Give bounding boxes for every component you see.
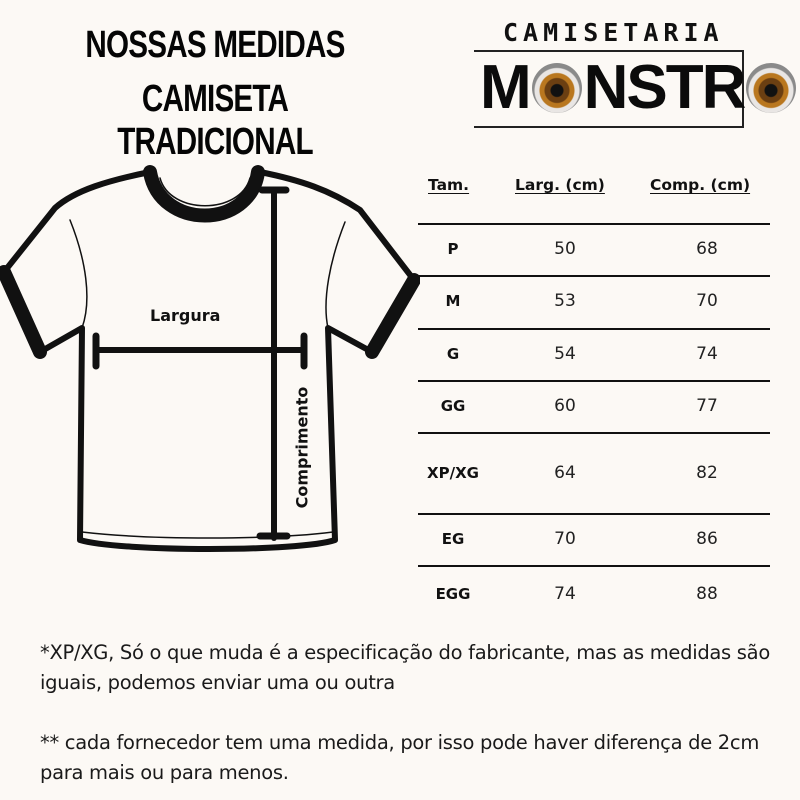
- length-cell: 70: [696, 291, 718, 311]
- logo-top-text: CAMISETARIA: [503, 18, 724, 47]
- size-cell: G: [446, 345, 460, 363]
- table-row: [418, 394, 770, 418]
- length-cell: 74: [696, 344, 718, 364]
- header-width: Larg. (cm): [515, 176, 605, 194]
- tshirt-diagram: [0, 160, 420, 570]
- width-label: Largura: [150, 306, 221, 325]
- width-cell: 64: [554, 463, 576, 483]
- length-cell: 68: [696, 239, 718, 259]
- eyeball-icon: [746, 63, 796, 113]
- table-row: [418, 237, 770, 261]
- collar: [150, 172, 258, 216]
- logo-letter-m: M: [480, 53, 530, 122]
- size-cell: EG: [441, 530, 465, 548]
- page-title-line2: CAMISETA TRADICIONAL: [117, 78, 313, 163]
- table-divider: [418, 513, 770, 515]
- size-cell: GG: [440, 397, 466, 415]
- table-row: [418, 582, 770, 606]
- header-length: Comp. (cm): [650, 176, 751, 194]
- logo-main-text: [480, 53, 798, 122]
- table-row: [418, 289, 770, 313]
- length-cell: 88: [696, 584, 718, 604]
- width-cell: 50: [554, 239, 576, 259]
- size-cell: M: [445, 292, 461, 310]
- width-cell: 74: [554, 584, 576, 604]
- tshirt-outline: [4, 172, 414, 549]
- length-cell: 82: [696, 463, 718, 483]
- table-divider: [418, 380, 770, 382]
- table-divider: [418, 223, 770, 225]
- eyeball-icon: [532, 63, 582, 113]
- table-divider: [418, 328, 770, 330]
- table-row: [418, 527, 770, 551]
- note-xp-xg: *XP/XG, Só o que muda é a especificação do fabricante, mas as medidas são iguais, podemos enviar uma ou outra: [40, 641, 770, 694]
- table-divider: [418, 432, 770, 434]
- width-cell: 54: [554, 344, 576, 364]
- header-size: Tam.: [428, 176, 470, 194]
- length-cell: 86: [696, 529, 718, 549]
- size-cell: EGG: [435, 585, 471, 603]
- size-cell: P: [447, 240, 459, 258]
- table-row: [418, 342, 770, 366]
- table-divider: [418, 275, 770, 277]
- logo-letters-nstr: NSTR: [583, 53, 745, 122]
- left-sleeve-cuff: [4, 272, 40, 352]
- length-cell: 77: [696, 396, 718, 416]
- width-cell: 70: [554, 529, 576, 549]
- width-cell: 60: [554, 396, 576, 416]
- table-row: [418, 461, 770, 485]
- right-sleeve-cuff: [372, 280, 414, 352]
- size-cell: XP/XG: [427, 464, 479, 482]
- width-cell: 53: [554, 291, 576, 311]
- page-title-line1: NOSSAS MEDIDAS: [85, 24, 345, 66]
- length-label: Comprimento: [292, 386, 312, 509]
- table-divider: [418, 565, 770, 567]
- note-supplier-variance: ** cada fornecedor tem uma medida, por isso pode haver diferença de 2cm para mais ou para menos.: [40, 731, 760, 784]
